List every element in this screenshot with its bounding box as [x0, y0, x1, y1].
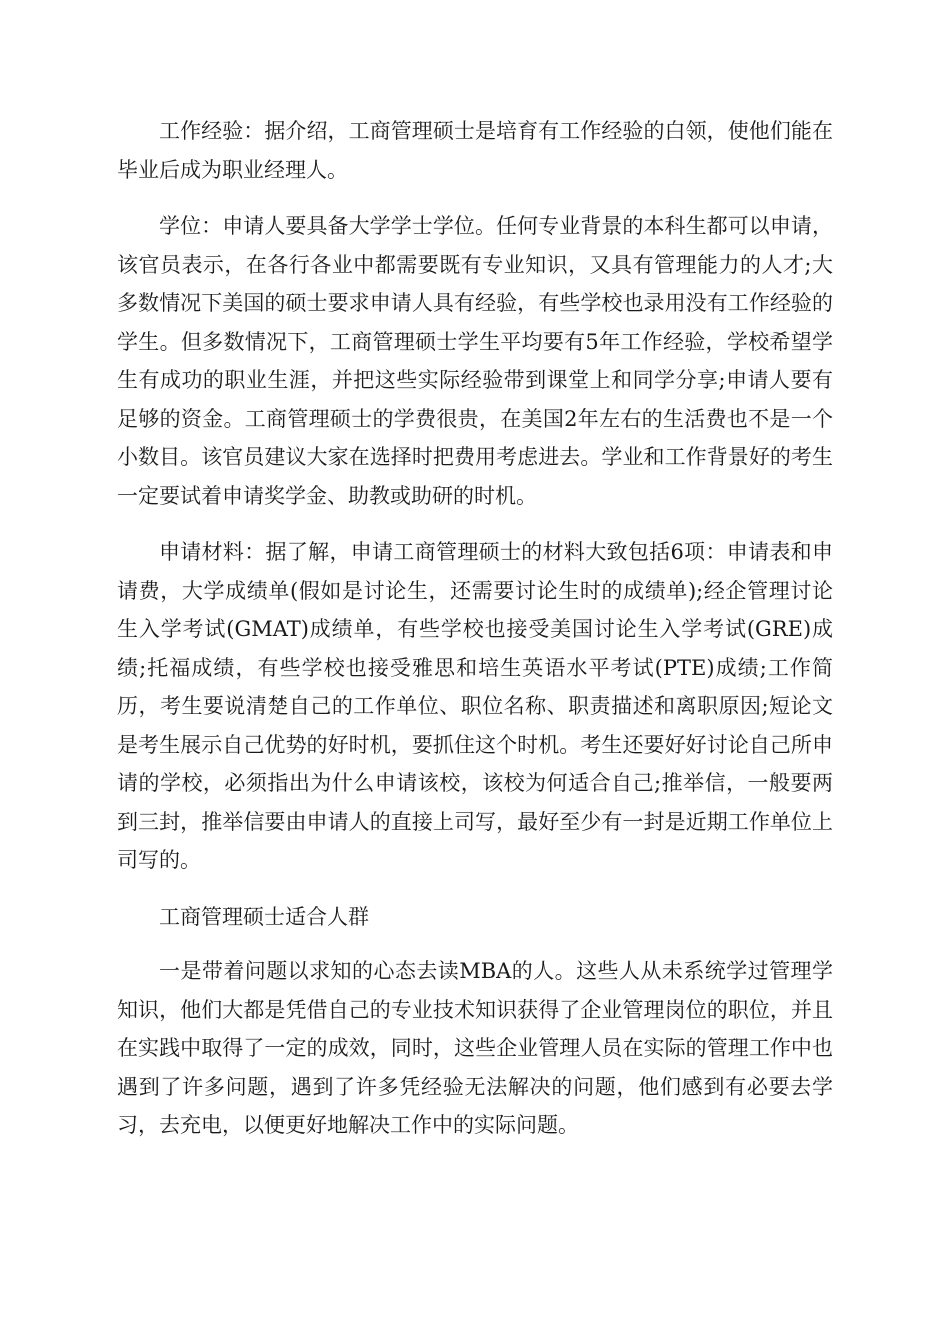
paragraph-work-experience: 工作经验：据介绍，工商管理硕士是培育有工作经验的白领，使他们能在毕业后成为职业经理人。 — [117, 119, 833, 182]
paragraph-application-materials: 申请材料：据了解，申请工商管理硕士的材料大致包括6项：申请表和申请费，大学成绩单(假如是讨论生，还需要讨论生时的成绩单);经企管理讨论生入学考试(GMAT)成绩单，有些学校也接受美国讨论生入学考试(GRE)成绩;托福成绩，有些学校也接受雅思和培生英语水平考试(PTE)成绩;工作简历，考生要说清楚自己的工作单位、职位名称、职责描述和离职原因;短论文是考生展示自己优势的好时机，要抓住这个时机。考生还要好好讨论自己所申请的学校，必须指出为什么申请该校，该校为何适合自己;推举信，一般要两到三封，推举信要由申请人的直接上司写，最好至少有一封是近期工作单位上司写的。 — [117, 540, 833, 872]
paragraph-group-one: 一是带着问题以求知的心态去读MBA的人。这些人从未系统学过管理学知识，他们大都是凭借自己的专业技术知识获得了企业管理岗位的职位，并且在实践中取得了一定的成效，同时，这些企业管理人员在实际的管理工作中也遇到了许多问题，遇到了许多凭经验无法解决的问题，他们感到有必要去学习，去充电，以便更好地解决工作中的实际问题。 — [117, 959, 833, 1137]
document-body — [117, 112, 833, 1163]
section-heading-suitable-people: 工商管理硕士适合人群 — [159, 904, 369, 929]
paragraph-degree: 学位：申请人要具备大学学士学位。任何专业背景的本科生都可以申请，该官员表示，在各行各业中都需要既有专业知识，又具有管理能力的人才;大多数情况下美国的硕士要求申请人具有经验，有些学校也录用没有工作经验的学生。但多数情况下，工商管理硕士学生平均要有5年工作经验，学校希望学生有成功的职业生涯，并把这些实际经验带到课堂上和同学分享;申请人要有足够的资金。工商管理硕士的学费很贵，在美国2年左右的生活费也不是一个小数目。该官员建议大家在选择时把费用考虑进去。学业和工作背景好的考生一定要试着申请奖学金、助教或助研的时机。 — [117, 214, 833, 508]
